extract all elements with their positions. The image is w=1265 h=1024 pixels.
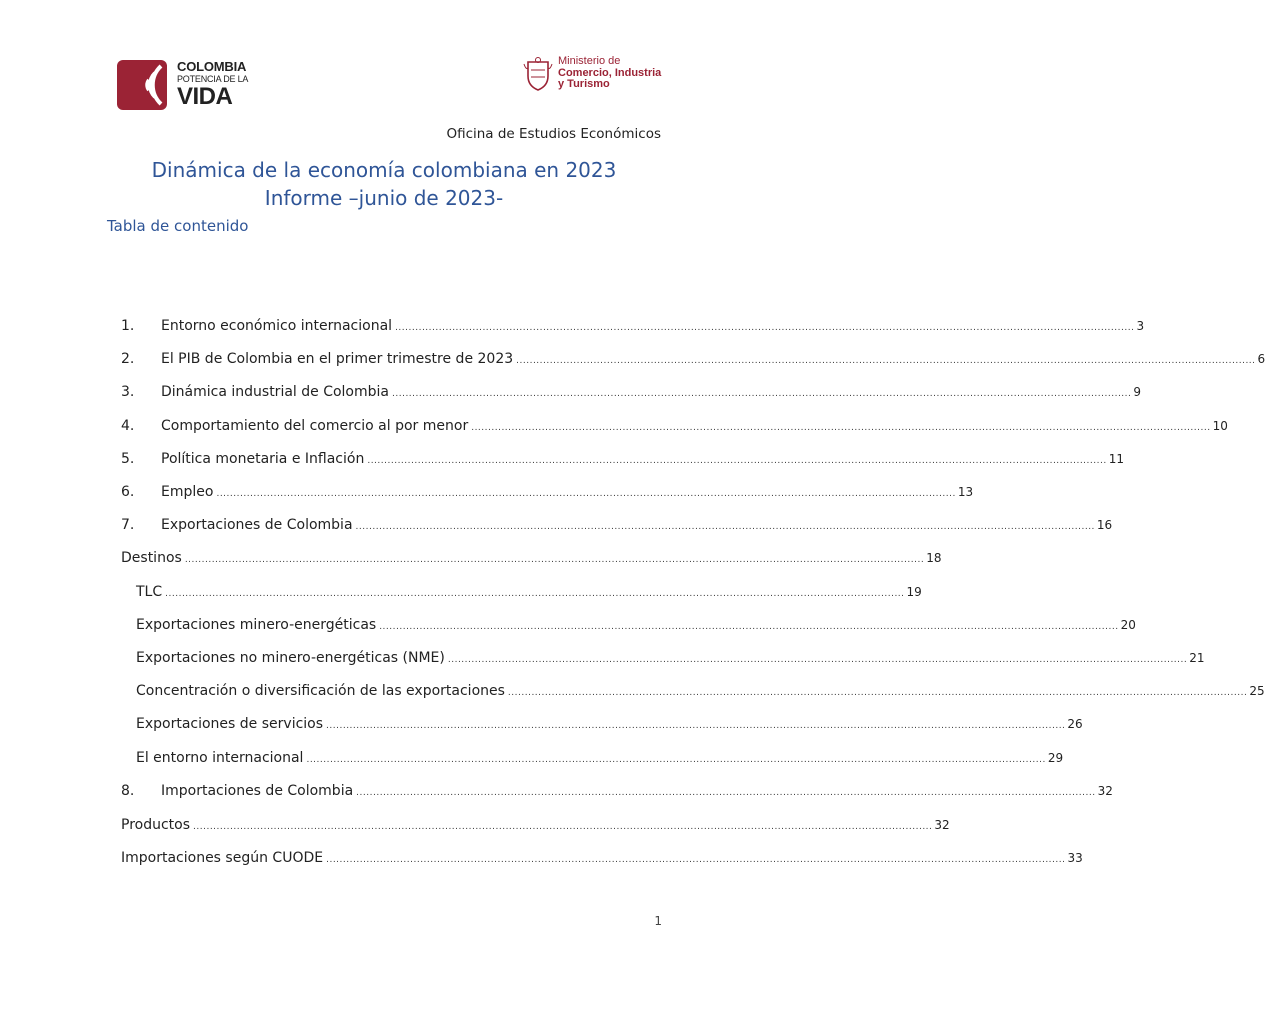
toc-entry-page: 25: [1249, 684, 1265, 698]
toc-entry-page: 3: [1136, 319, 1145, 333]
toc-dot-leader: ............................................................................................................................................................................................................................: [184, 555, 925, 565]
toc-entry[interactable]: [121, 783, 1113, 803]
toc-entry[interactable]: [136, 750, 1064, 770]
toc-entry-number: 1.: [121, 318, 135, 334]
toc-entry-page: 29: [1047, 751, 1064, 765]
toc-dot-leader: ............................................................................................................................................................................................................................: [165, 589, 905, 599]
ministerio-line-2: Comercio, Industria: [558, 66, 662, 79]
toc-entry[interactable]: [121, 351, 1265, 371]
toc-entry-title[interactable]: Productos: [121, 817, 191, 833]
toc-entry-page: 6: [1257, 352, 1265, 366]
toc-entry-page: 9: [1133, 385, 1142, 399]
toc-entry[interactable]: [121, 817, 950, 837]
toc-entry[interactable]: [136, 650, 1205, 670]
toc-entry[interactable]: [121, 517, 1113, 537]
toc-entry[interactable]: [136, 617, 1136, 637]
colombia-waves-logo-icon: [117, 60, 167, 110]
toc-entry-title[interactable]: Entorno económico internacional: [161, 318, 393, 334]
toc-dot-leader: ............................................................................................................................................................................................................................: [447, 655, 1188, 665]
toc-entry-title[interactable]: Exportaciones minero-energéticas: [136, 617, 377, 633]
toc-heading: Tabla de contenido: [107, 217, 249, 235]
toc-dot-leader: ............................................................................................................................................................................................................................: [392, 389, 1132, 399]
toc-entry-page: 16: [1096, 518, 1113, 532]
document-subtitle: Informe –junio de 2023-: [264, 186, 504, 210]
toc-dot-leader: ............................................................................................................................................................................................................................: [216, 489, 956, 499]
toc-entry-page: 20: [1120, 618, 1136, 632]
toc-entry[interactable]: [136, 716, 1083, 736]
toc-entry-page: 32: [1097, 784, 1113, 798]
toc-dot-leader: ............................................................................................................................................................................................................................: [326, 721, 1066, 731]
colombia-potencia-logo: [117, 60, 257, 112]
toc-entry-title[interactable]: Dinámica industrial de Colombia: [161, 384, 389, 400]
toc-entry-page: 32: [934, 818, 950, 832]
ministerio-text: [558, 56, 661, 91]
toc-entry-title[interactable]: Exportaciones de servicios: [136, 716, 324, 732]
toc-entry-number: 8.: [121, 783, 135, 799]
toc-dot-leader: ............................................................................................................................................................................................................................: [507, 688, 1248, 698]
document-title: Dinámica de la economía colombiana en 2023: [151, 158, 617, 182]
coat-of-arms-icon: [522, 56, 554, 92]
toc-dot-leader: ............................................................................................................................................................................................................................: [516, 356, 1256, 366]
toc-entry[interactable]: [121, 550, 942, 570]
toc-dot-leader: ............................................................................................................................................................................................................................: [471, 423, 1211, 433]
toc-entry-number: 4.: [121, 418, 135, 434]
logo-line-2: POTENCIA DE LA: [177, 74, 249, 84]
toc-entry-number: 6.: [121, 484, 135, 500]
toc-entry[interactable]: [121, 484, 974, 504]
toc-dot-leader: ............................................................................................................................................................................................................................: [356, 788, 1096, 798]
toc-dot-leader: ............................................................................................................................................................................................................................: [326, 855, 1066, 865]
toc-entry-page: 26: [1067, 717, 1083, 731]
toc-dot-leader: ............................................................................................................................................................................................................................: [367, 456, 1107, 466]
toc-entry-number: 3.: [121, 384, 135, 400]
toc-dot-leader: ............................................................................................................................................................................................................................: [379, 622, 1119, 632]
toc-entry-title[interactable]: Concentración o diversificación de las exportaciones: [136, 683, 505, 699]
toc-entry-title[interactable]: Política monetaria e Inflación: [161, 451, 365, 467]
toc-entry[interactable]: [121, 384, 1142, 404]
toc-entry-page: 19: [906, 585, 922, 599]
toc-entry-title[interactable]: Comportamiento del comercio al por menor: [161, 418, 469, 434]
toc-entry[interactable]: [121, 850, 1083, 870]
toc-entry-number: 5.: [121, 451, 135, 467]
toc-entry-title[interactable]: Exportaciones de Colombia: [161, 517, 353, 533]
toc-entry-number: 2.: [121, 351, 135, 367]
page-number: 1: [654, 914, 662, 928]
toc-entry-page: 10: [1212, 419, 1228, 433]
toc-entry-title[interactable]: Importaciones según CUODE: [121, 850, 324, 866]
ministerio-line-1: Ministerio de: [558, 55, 621, 67]
toc-entry-title[interactable]: El entorno internacional: [136, 750, 304, 766]
toc-dot-leader: ............................................................................................................................................................................................................................: [193, 822, 933, 832]
toc-entry-page: 18: [926, 551, 942, 565]
office-name: Oficina de Estudios Económicos: [446, 126, 661, 142]
toc-entry-title[interactable]: Exportaciones no minero-energéticas (NME): [136, 650, 445, 666]
toc-entry[interactable]: [136, 584, 922, 604]
toc-entry-title[interactable]: Destinos: [121, 550, 182, 566]
logo-line-1: COLOMBIA: [177, 59, 247, 74]
toc-entry-title[interactable]: Empleo: [161, 484, 214, 500]
toc-entry-page: 11: [1108, 452, 1124, 466]
logo-line-3: VIDA: [177, 83, 233, 110]
toc-entry-title[interactable]: TLC: [136, 584, 163, 600]
toc-entry-page: 33: [1067, 851, 1083, 865]
toc-entry-page: 13: [957, 485, 974, 499]
toc-entry-number: 7.: [121, 517, 135, 533]
toc-entry-title[interactable]: El PIB de Colombia en el primer trimestre de 2023: [161, 351, 514, 367]
toc-entry[interactable]: [136, 683, 1265, 703]
toc-entry[interactable]: [121, 418, 1228, 438]
toc-entry[interactable]: [121, 318, 1145, 338]
toc-entry-title[interactable]: Importaciones de Colombia: [161, 783, 354, 799]
logo-text: [177, 60, 248, 109]
toc-entry-page: 21: [1189, 651, 1205, 665]
toc-dot-leader: ............................................................................................................................................................................................................................: [395, 323, 1135, 333]
toc-dot-leader: ............................................................................................................................................................................................................................: [355, 522, 1095, 532]
toc-entry[interactable]: [121, 451, 1124, 471]
toc-dot-leader: ............................................................................................................................................................................................................................: [306, 755, 1046, 765]
ministerio-line-3: y Turismo: [558, 78, 610, 91]
ministerio-logo: [522, 56, 672, 96]
